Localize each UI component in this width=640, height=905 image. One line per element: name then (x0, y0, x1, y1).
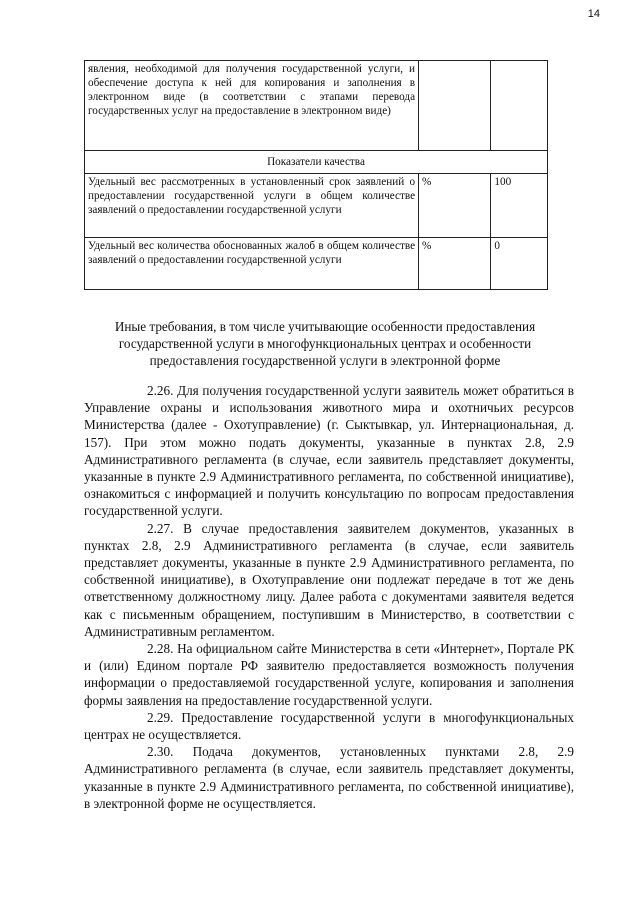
table-row (85, 238, 548, 290)
table-cell-description: Удельный вес рассмотренных в установленный срок заявлений о предоставлении государственной услуги в общем количестве заявлений о предоставлении государственной услуги (85, 174, 419, 238)
table-cell-unit (419, 61, 491, 151)
table-section-row (85, 151, 548, 174)
paragraph-2-27: 2.27. В случае предоставления заявителем документов, указанных в пунктах 2.8, 2.9 Административного регламента (в случае, если заявитель представляет документы, указанные в пункте 2.9 Административного регламента, по собственной инициативе), в Охотуправление они подлежат передаче в тот же день ответственному должностному лицу. Далее работа с документами заявителя ведется как с письменным обращением, поступившим в Министерство, в соответствии с Административным регламентом. (84, 520, 574, 639)
table-row (85, 174, 548, 238)
paragraph-2-30: 2.30. Подача документов, установленных пунктами 2.8, 2.9 Административного регламента (в случае, если заявитель представляет документы, указанные в пункте 2.9 Административного регламента, по собственной инициативе), в электронной форме не осуществляется. (84, 744, 574, 811)
paragraph-2-29: 2.29. Предоставление государственной услуги в многофункциональных центрах не осуществляется. (84, 709, 574, 743)
table-cell-value: 100 (491, 174, 548, 238)
table-cell-value (491, 61, 548, 151)
paragraph-2-26: 2.26. Для получения государственной услуги заявитель может обратиться в Управление охраны и использования животного мира и охотничьих ресурсов Министерства (далее - Охотуправление) (г. Сыктывкар, ул. Интернациональная, д. 157). При этом можно подать документы, указанные в пунктах 2.8, 2.9 Административного регламента (в случае, если заявитель представляет документы, указанные в пункте 2.9 Административного регламента, по собственной инициативе), ознакомиться с информацией и получить консультацию по вопросам предоставления государственной услуги. (84, 383, 574, 519)
section-title: Иные требования, в том числе учитывающие особенности предоставления государственной услуги в многофункциональных центрах и особенности предоставления государственной услуги в электронной форме (114, 319, 536, 368)
table-cell-unit: % (419, 238, 491, 290)
table-row (85, 61, 548, 151)
table-cell-description: явления, необходимой для получения государственной услуги, и обеспечение доступа к ней для копирования и заполнения в электронном виде (в соответствии с этапами перевода государственных услуг на предоставление в электронном виде) (85, 61, 419, 151)
page-number: 14 (587, 8, 600, 20)
paragraph-2-28: 2.28. На официальном сайте Министерства в сети «Интернет», Портале РК и (или) Едином портале РФ заявителю предоставляется возможность получения информации о предоставляемой государственной услуге, копирования и заполнения формы заявления на предоставление государственной услуги. (84, 641, 574, 708)
indicators-table (84, 60, 548, 290)
table-cell-description: Удельный вес количества обоснованных жалоб в общем количестве заявлений о предоставлении государственной услуги (85, 238, 419, 290)
section-header: Показатели качества (85, 151, 548, 174)
table-cell-unit: % (419, 174, 491, 238)
body-text (84, 382, 574, 812)
table-cell-value: 0 (491, 238, 548, 290)
